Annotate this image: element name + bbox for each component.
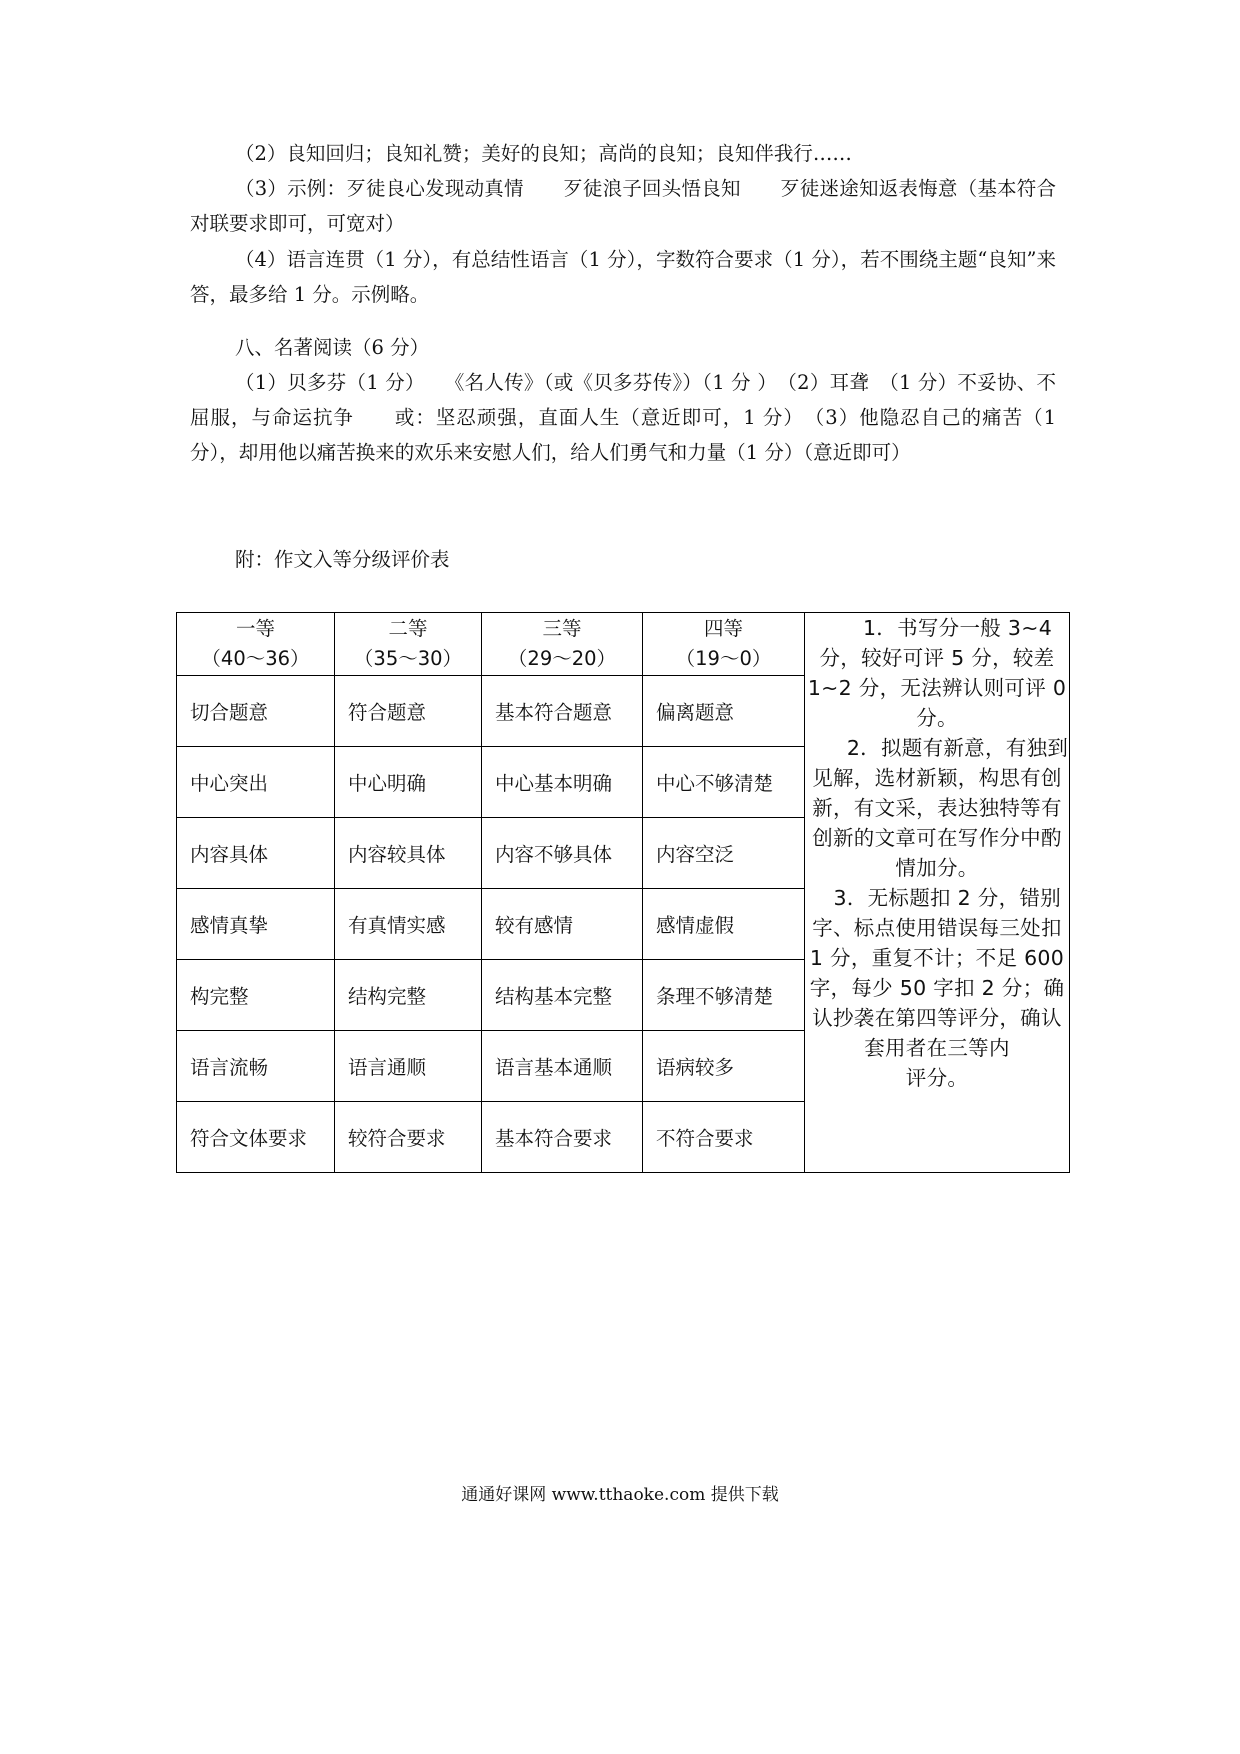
grade-name: 三等 — [542, 617, 582, 640]
table-cell: 不符合要求 — [643, 1102, 805, 1173]
section-8-answers: （1）贝多芬（1 分） 《名人传》（或《贝多芬传》）（1 分 ） （2）耳聋 （1 分）不妥协、不屈服，与命运抗争 或：坚忍顽强，直面人生（意近即可，1 分） （3）他隐忍自己的痛苦（1 分），却用他以痛苦换来的欢乐来安慰人们，给人们勇气和力量（1 分）（意近即可） — [190, 371, 1056, 464]
grade-4-header — [643, 613, 805, 676]
rubric-caption: 附：作文入等分级评价表 — [235, 548, 450, 571]
grade-name: 四等 — [703, 617, 743, 640]
table-cell: 较有感情 — [482, 889, 643, 960]
table-cell: 感情虚假 — [643, 889, 805, 960]
table-cell: 切合题意 — [177, 676, 335, 747]
table-cell: 偏离题意 — [643, 676, 805, 747]
page-footer: 通通好课网 www.tthaoke.com 提供下载 — [461, 1485, 779, 1505]
answer-item-3: （3）示例：歹徒良心发现动真情 歹徒浪子回头悟良知 歹徒迷途知返表悔意（基本符合对联要求即可，可宽对） — [190, 177, 1056, 235]
grade-range: （35～30） — [353, 647, 463, 670]
rubric-note-3: 3．无标题扣 2 分，错别字、标点使用错误每三处扣 1 分，重复不计；不足 600 字，每少 50 字扣 2 分；确认抄袭在第四等评分，确认套用者在三等内 — [809, 886, 1065, 1060]
table-cell: 语言流畅 — [177, 1031, 335, 1102]
rubric-note-2: 2．拟题有新意，有独到见解，选材新颖，构思有创新，有文采，表达独特等有创新的文章可在写作分中酌情加分。 — [812, 736, 1069, 880]
table-cell: 中心基本明确 — [482, 747, 643, 818]
table-cell: 符合文体要求 — [177, 1102, 335, 1173]
table-cell: 内容不够具体 — [482, 818, 643, 889]
table-cell: 语言通顺 — [335, 1031, 482, 1102]
rubric-note-3-end: 评分。 — [905, 1066, 969, 1090]
section-8-heading: 八、名著阅读（6 分） — [235, 336, 430, 359]
essay-rubric-table — [176, 612, 1070, 1173]
table-cell: 符合题意 — [335, 676, 482, 747]
table-cell: 语病较多 — [643, 1031, 805, 1102]
table-cell: 较符合要求 — [335, 1102, 482, 1173]
grade-name: 一等 — [235, 617, 275, 640]
table-cell: 基本符合要求 — [482, 1102, 643, 1173]
answer-item-4: （4）语言连贯（1 分），有总结性语言（1 分），字数符合要求（1 分），若不围绕主题“良知”来答，最多给 1 分。示例略。 — [190, 248, 1056, 306]
table-cell: 条理不够清楚 — [643, 960, 805, 1031]
table-cell: 感情真挚 — [177, 889, 335, 960]
rubric-header-row — [177, 613, 1070, 676]
table-cell: 内容具体 — [177, 818, 335, 889]
grade-name: 二等 — [388, 617, 428, 640]
grade-1-header — [177, 613, 335, 676]
table-cell: 内容空泛 — [643, 818, 805, 889]
grade-range: （19～0） — [675, 647, 772, 670]
table-cell: 基本符合题意 — [482, 676, 643, 747]
grade-range: （40～36） — [201, 647, 310, 670]
table-cell: 结构基本完整 — [482, 960, 643, 1031]
grade-2-header — [335, 613, 482, 676]
table-cell: 中心不够清楚 — [643, 747, 805, 818]
table-cell: 内容较具体 — [335, 818, 482, 889]
table-cell: 构完整 — [177, 960, 335, 1031]
table-cell: 语言基本通顺 — [482, 1031, 643, 1102]
table-cell: 有真情实感 — [335, 889, 482, 960]
grade-range: （29～20） — [507, 647, 617, 670]
answer-item-2: （2）良知回归；良知礼赞；美好的良知；高尚的良知；良知伴我行…… — [235, 142, 852, 165]
grade-3-header — [482, 613, 643, 676]
rubric-note-1: 1．书写分一般 3~4 分，较好可评 5 分，较差 1~2 分，无法辨认则可评 0 分。 — [807, 616, 1067, 730]
rubric-notes — [805, 613, 1070, 1173]
table-cell: 中心明确 — [335, 747, 482, 818]
table-cell: 结构完整 — [335, 960, 482, 1031]
table-cell: 中心突出 — [177, 747, 335, 818]
